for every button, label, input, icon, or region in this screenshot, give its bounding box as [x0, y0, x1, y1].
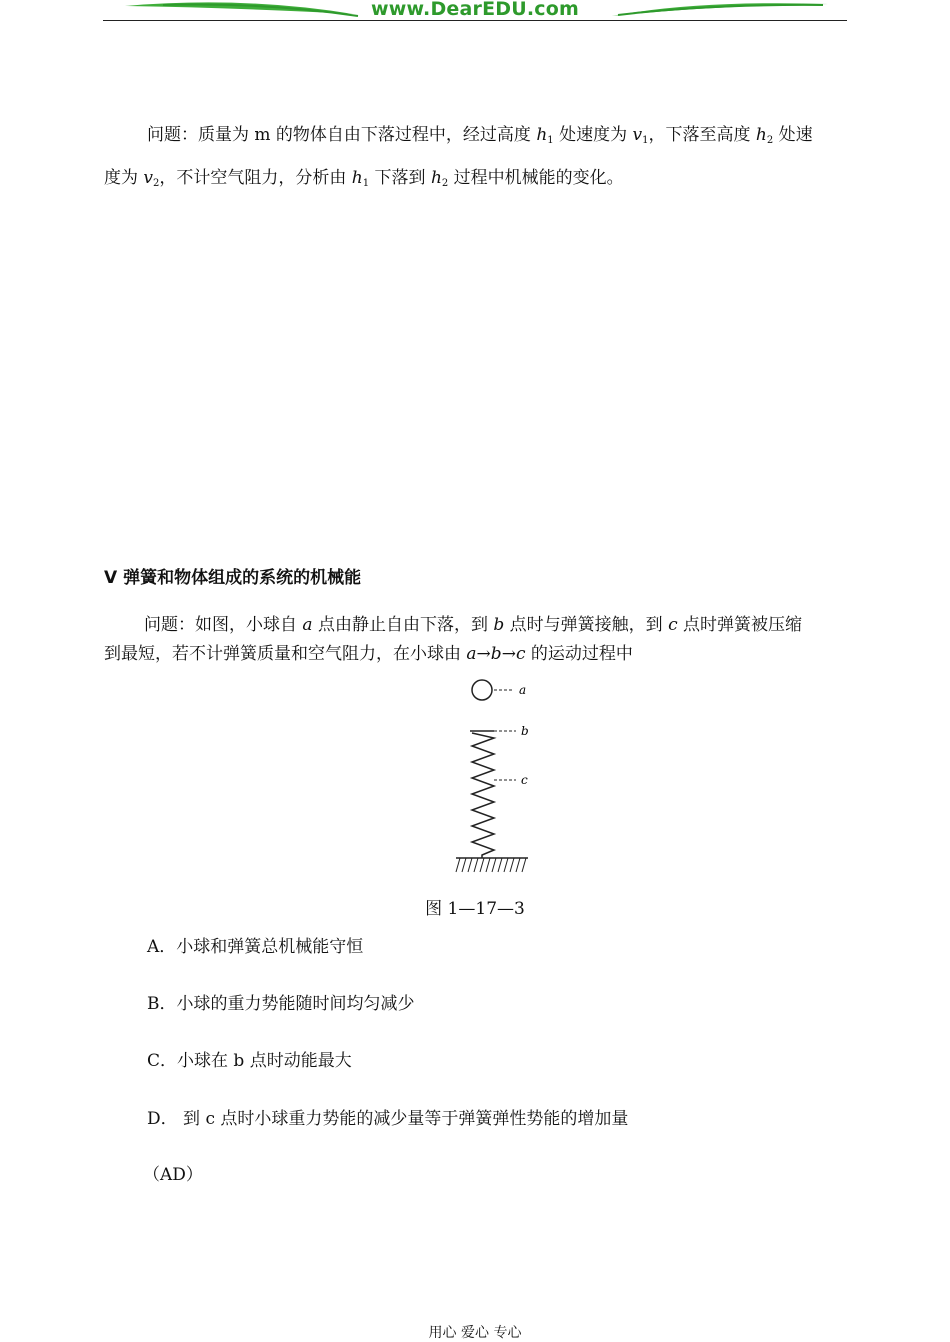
option-text: 小球和弹簧总机械能守恒: [176, 937, 364, 957]
ground-hatching: [456, 858, 526, 872]
text: 到最短，若不计弹簧质量和空气阻力，在小球由: [104, 644, 467, 664]
point-c: c: [668, 615, 678, 635]
spring: [472, 733, 494, 858]
option-c: [147, 1046, 352, 1071]
arrow: →: [501, 644, 516, 664]
subscript: 2: [153, 178, 160, 189]
option-letter: D．: [147, 1109, 178, 1129]
spring-ball-figure: [452, 676, 542, 881]
point-b: b: [490, 644, 502, 664]
subscript: 2: [441, 178, 449, 189]
question-1-line-1: [147, 120, 813, 145]
text: 度为: [104, 168, 144, 188]
symbol-h: h: [351, 168, 363, 188]
label-c: c: [521, 773, 528, 787]
subscript: 2: [766, 135, 774, 146]
point-b: b: [493, 615, 505, 635]
text: 过程中机械能的变化。: [448, 168, 624, 188]
symbol-v: v: [632, 125, 643, 145]
text: 的运动过程中: [525, 644, 633, 664]
text: 质量为 m 的物体自由下落过程中，经过高度: [198, 125, 537, 145]
question-label: 问题：: [144, 615, 195, 635]
text: 点时与弹簧接触，到: [504, 615, 669, 635]
option-b: [147, 989, 415, 1014]
option-text: 小球在 b 点时动能最大: [177, 1051, 352, 1071]
text: 处速度为: [553, 125, 633, 145]
symbol-v: v: [143, 168, 154, 188]
option-letter: B．: [147, 994, 177, 1014]
option-text: 小球的重力势能随时间均匀减少: [176, 994, 415, 1014]
answer: （AD）: [143, 1165, 203, 1185]
text: 下落到: [369, 168, 431, 188]
option-text: 到 c 点时小球重力势能的减少量等于弹簧弹性势能的增加量: [177, 1109, 629, 1129]
subscript: 1: [642, 135, 649, 146]
ball: [472, 680, 492, 700]
option-letter: C．: [147, 1051, 178, 1071]
symbol-h: h: [536, 125, 548, 145]
option-d: [147, 1104, 628, 1129]
symbol-h: h: [430, 168, 442, 188]
page-footer: 用心 爱心 专心: [428, 1325, 522, 1341]
question-1-line-2: [104, 163, 624, 188]
point-a: a: [302, 615, 313, 635]
arrow: →: [476, 644, 491, 664]
figure-caption: 图 1—17—3: [425, 899, 525, 919]
question-2-line-2: [104, 639, 633, 664]
option-a: [147, 932, 363, 957]
section-heading: Ⅴ 弹簧和物体组成的系统的机械能: [104, 568, 362, 588]
symbol-h: h: [755, 125, 767, 145]
subscript: 1: [547, 135, 554, 146]
point-a: a: [466, 644, 477, 664]
site-logo-text: www.DearEDU.com: [370, 0, 580, 20]
page-header: [103, 0, 847, 24]
point-c: c: [515, 644, 526, 664]
text: ，下落至高度: [648, 125, 756, 145]
label-b: b: [521, 724, 529, 738]
subscript: 1: [362, 178, 370, 189]
label-a: a: [519, 683, 527, 697]
question-2-line-1: [144, 610, 802, 635]
header-rule: [103, 20, 847, 21]
option-letter: A．: [147, 937, 177, 957]
right-leaf-decoration: [608, 0, 838, 22]
text: 点由静止自由下落，到: [312, 615, 494, 635]
text: 如图，小球自: [195, 615, 303, 635]
text: ，不计空气阻力，分析由: [159, 168, 352, 188]
text: 点时弹簧被压缩: [677, 615, 802, 635]
question-label: 问题：: [147, 125, 198, 145]
text: 处速: [773, 125, 813, 145]
